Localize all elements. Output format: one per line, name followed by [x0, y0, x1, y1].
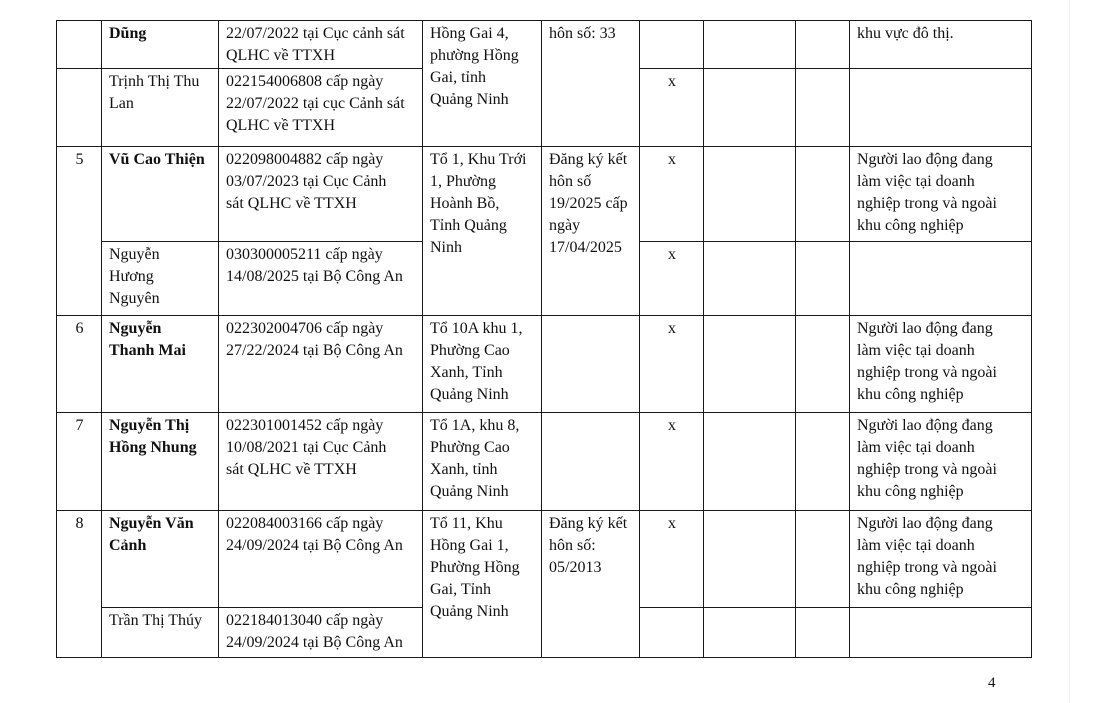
row-number-cell: [57, 413, 102, 511]
row-number: 6: [75, 320, 84, 337]
mark-cell-3: [796, 242, 850, 316]
id-text: 022301001452 cấp ngày 10/08/2021 tại Cục Cảnh sát QLHC về TTXH: [226, 417, 387, 478]
id-text: 22/07/2022 tại Cục cảnh sát QLHC về TTXH: [226, 25, 405, 64]
row-number: 7: [75, 417, 84, 434]
mark-cell-3: [796, 316, 850, 413]
note-cell: [850, 316, 1032, 413]
person-name: Nguyễn Thị Hồng Nhung: [109, 417, 197, 456]
person-name: Trịnh Thị Thu Lan: [109, 73, 200, 112]
registry-table: [56, 20, 1032, 658]
mark-cell-2: [704, 69, 796, 147]
person-name: Trần Thị Thúy: [109, 612, 203, 629]
row-number: 5: [75, 151, 84, 168]
marriage-cell: [542, 511, 640, 658]
marriage-cell: [542, 413, 640, 511]
table-row: [57, 316, 1032, 413]
marriage-cell: [542, 316, 640, 413]
mark-cell-1: [640, 608, 704, 658]
address-text: Tổ 1A, khu 8, Phường Cao Xanh, tỉnh Quảng Ninh: [430, 417, 520, 500]
address-text: Tổ 1, Khu Trới 1, Phường Hoành Bồ, Tỉnh Quảng Ninh: [430, 151, 527, 256]
page-number: 4: [988, 675, 996, 691]
name-cell: [102, 316, 219, 413]
table-row: [57, 21, 1032, 69]
row-number: 8: [75, 515, 84, 532]
mark-cell-1: x: [640, 147, 704, 242]
id-text: 022154006808 cấp ngày 22/07/2022 tại cục Cảnh sát QLHC về TTXH: [226, 73, 405, 134]
id-text: 022302004706 cấp ngày 27/22/2024 tại Bộ Công An: [226, 320, 403, 359]
mark-cell-1: x: [640, 242, 704, 316]
address-text: Tổ 11, Khu Hồng Gai 1, Phường Hồng Gai, Tỉnh Quảng Ninh: [430, 515, 520, 620]
person-name: Vũ Cao Thiện: [109, 151, 205, 168]
row-number-cell: [57, 316, 102, 413]
scan-edge: [1069, 0, 1070, 703]
name-cell: [102, 69, 219, 147]
address-cell: [423, 316, 542, 413]
name-cell: [102, 242, 219, 316]
note-cell: [850, 511, 1032, 608]
mark-cell-2: [704, 413, 796, 511]
id-text: 022098004882 cấp ngày 03/07/2023 tại Cục Cảnh sát QLHC về TTXH: [226, 151, 387, 212]
person-name: Nguyễn Văn Cảnh: [109, 515, 194, 554]
id-cell: [219, 147, 423, 242]
mark-cell-3: [796, 69, 850, 147]
address-cell: [423, 413, 542, 511]
table-row: [57, 147, 1032, 242]
address-text: Tổ 10A khu 1, Phường Cao Xanh, Tỉnh Quảng Ninh: [430, 320, 523, 403]
name-cell: [102, 608, 219, 658]
mark-cell-2: [704, 147, 796, 242]
note-text: Người lao động đang làm việc tại doanh nghiệp trong và ngoài khu công nghiệp: [857, 151, 997, 234]
id-cell: [219, 608, 423, 658]
id-text: 022084003166 cấp ngày 24/09/2024 tại Bộ Công An: [226, 515, 403, 554]
note-cell: [850, 608, 1032, 658]
mark-cell-2: [704, 511, 796, 608]
id-text: 022184013040 cấp ngày 24/09/2024 tại Bộ Công An: [226, 612, 403, 651]
address-cell: [423, 147, 542, 316]
mark-cell-3: [796, 413, 850, 511]
name-cell: [102, 511, 219, 608]
person-name: Nguyễn Hương Nguyên: [109, 246, 160, 307]
note-text: khu vực đô thị.: [857, 25, 954, 42]
note-cell: [850, 21, 1032, 69]
id-cell: [219, 413, 423, 511]
person-name: Nguyễn Thanh Mai: [109, 320, 186, 359]
note-cell: [850, 413, 1032, 511]
mark-cell-1: x: [640, 316, 704, 413]
id-cell: [219, 242, 423, 316]
address-text: Hồng Gai 4, phường Hồng Gai, tỉnh Quảng Ninh: [430, 25, 519, 108]
id-text: 030300005211 cấp ngày 14/08/2025 tại Bộ Công An: [226, 246, 403, 285]
note-text: Người lao động đang làm việc tại doanh nghiệp trong và ngoài khu công nghiệp: [857, 515, 997, 598]
person-name: Dũng: [109, 25, 147, 42]
row-number-cell: [57, 147, 102, 316]
mark-cell-3: [796, 21, 850, 69]
note-text: Người lao động đang làm việc tại doanh nghiệp trong và ngoài khu công nghiệp: [857, 320, 997, 403]
name-cell: [102, 21, 219, 69]
note-cell: [850, 69, 1032, 147]
marriage-cell: [542, 21, 640, 147]
mark-cell-3: [796, 608, 850, 658]
row-number-cell: [57, 511, 102, 658]
row-number-cell: [57, 21, 102, 69]
mark-cell-2: [704, 21, 796, 69]
note-cell: [850, 147, 1032, 242]
name-cell: [102, 413, 219, 511]
table-row: [57, 511, 1032, 608]
mark-cell-1: [640, 21, 704, 69]
id-cell: [219, 21, 423, 69]
table-row: [57, 413, 1032, 511]
marriage-cell: [542, 147, 640, 316]
marriage-text: Đăng ký kết hôn số 19/2025 cấp ngày 17/04/2025: [549, 151, 628, 256]
mark-cell-3: [796, 147, 850, 242]
mark-cell-2: [704, 608, 796, 658]
row-number-cell: [57, 69, 102, 147]
mark-cell-1: x: [640, 413, 704, 511]
note-cell: [850, 242, 1032, 316]
mark-cell-1: x: [640, 511, 704, 608]
id-cell: [219, 69, 423, 147]
mark-cell-3: [796, 511, 850, 608]
marriage-text: hôn số: 33: [549, 25, 616, 42]
id-cell: [219, 511, 423, 608]
marriage-text: Đăng ký kết hôn số: 05/2013: [549, 515, 628, 576]
mark-cell-2: [704, 316, 796, 413]
mark-cell-2: [704, 242, 796, 316]
id-cell: [219, 316, 423, 413]
address-cell: [423, 511, 542, 658]
mark-cell-1: x: [640, 69, 704, 147]
name-cell: [102, 147, 219, 242]
address-cell: [423, 21, 542, 147]
note-text: Người lao động đang làm việc tại doanh nghiệp trong và ngoài khu công nghiệp: [857, 417, 997, 500]
